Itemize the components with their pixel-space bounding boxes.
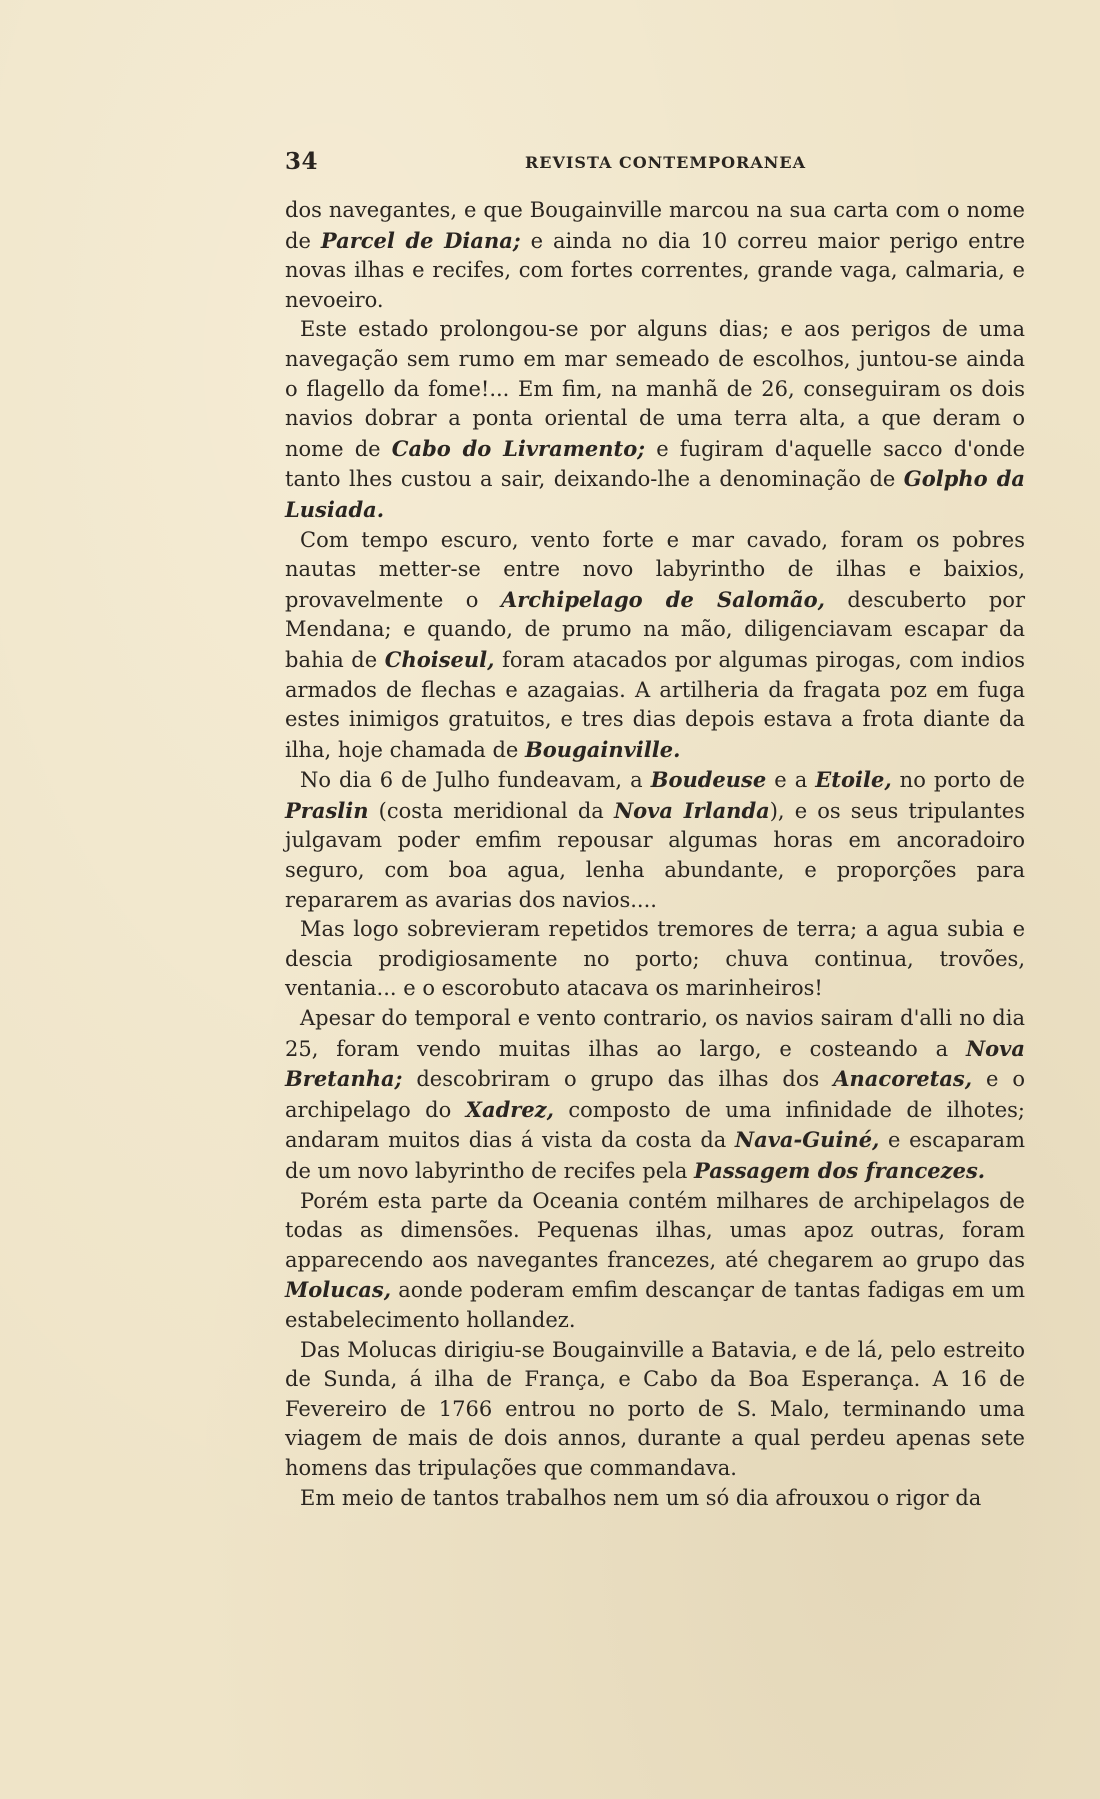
italic-place-name: Nova Bretanha; — [285, 1035, 1025, 1092]
text-run: e fugiram d'aquelle sacco d'onde tanto lhes custou a sair, deixando-lhe a denominação de — [285, 436, 1025, 492]
text-run: e ainda no dia 10 correu maior perigo entre novas ilhas e recifes, com fortes correntes, grande vaga, calmaria, e nevoeiro. — [285, 228, 1025, 312]
text-run: Em meio de tantos trabalhos nem um só dia afrouxou o rigor da — [300, 1485, 982, 1510]
paragraph-3 — [285, 526, 1025, 766]
italic-ship-name: Etoile, — [815, 767, 892, 793]
journal-title: REVISTA CONTEMPORANEA — [525, 153, 806, 172]
italic-place-name: Xadrez, — [465, 1096, 554, 1122]
text-run: Este estado prolongou-se por alguns dias; e aos perigos de uma navegação sem rumo em mar semeado de escolhos, juntou-se ainda o flagello da fome!... Em fim, na manhã de 26, conseguiram os dois navios dobrar a ponta oriental de uma terra alta, a que deram o nome de — [285, 317, 1025, 461]
paragraph-6 — [285, 1004, 1025, 1187]
paragraph-4 — [285, 765, 1025, 915]
text-run: descuberto por Mendana; e quando, de prumo na mão, diligenciavam escapar da bahia de — [285, 587, 1025, 672]
italic-place-name: Passagem dos francezes. — [694, 1158, 986, 1183]
running-head — [285, 148, 1025, 182]
text-run: dos navegantes, e que Bougainville marcou na sua carta com o nome de — [285, 198, 1025, 253]
italic-place-name: Anacoretas, — [833, 1066, 973, 1092]
italic-place-name: Praslin — [285, 797, 369, 823]
paragraph-8 — [285, 1336, 1025, 1484]
italic-place-name: Cabo do Livramento; — [391, 435, 646, 461]
text-run: descobriram o grupo das ilhas dos — [402, 1067, 834, 1092]
page-number: 34 — [285, 148, 319, 175]
text-run: e escaparam de um novo labyrintho de recifes pela — [285, 1128, 1025, 1183]
text-run: Mas logo sobrevieram repetidos tremores de terra; a agua subia e descia prodigiosamente no porto; chuva continua, trovões, ventania... e o escorobuto atacava os marinheiros! — [285, 917, 1025, 1001]
paragraph-5 — [285, 915, 1025, 1004]
italic-place-name: Choiseul, — [384, 646, 495, 672]
italic-ship-name: Boudeuse — [650, 767, 767, 793]
italic-place-name: Parcel de Diana; — [320, 227, 521, 253]
paragraph-1 — [285, 196, 1025, 315]
italic-place-name: Nova Irlanda — [613, 797, 770, 823]
text-run: e a — [766, 768, 816, 793]
italic-place-name: Bougainville. — [525, 736, 681, 762]
paragraph-9 — [285, 1484, 1025, 1514]
text-run: Com tempo escuro, vento forte e mar cavado, foram os pobres nautas metter-se entre novo labyrintho de ilhas e baixios, provavelmente o — [285, 527, 1025, 612]
text-run: (costa meridional da — [368, 798, 614, 823]
body-text — [285, 196, 1025, 1513]
italic-place-name: Golpho da Lusiada. — [285, 466, 1025, 522]
text-run: ), e os seus tripulantes julgavam poder emfim repousar algumas horas em ancoradoiro seguro, com boa agua, lenha abundante, e proporções para repararem as avarias dos navios.... — [285, 798, 1025, 912]
text-run: foram atacados por algumas pirogas, com indios armados de flechas e azagaias. A artilheria da fragata poz em fuga estes inimigos gratuitos, e tres dias depois estava a frota diante da ilha, hoje chamada de — [285, 647, 1025, 762]
italic-place-name: Molucas, — [285, 1277, 392, 1303]
text-run: Das Molucas dirigiu-se Bougainville a Batavia, e de lá, pelo estreito de Sunda, á ilha de França, e Cabo da Boa Esperança. A 16 de Fevereiro de 1766 entrou no porto de S. Malo, terminando uma viagem de mais de dois annos, durante a qual perdeu apenas sete homens das tripulações que commandava. — [285, 1337, 1025, 1480]
italic-place-name: Archipelago de Salomão, — [500, 586, 825, 612]
text-run: aonde poderam emfim descançar de tantas fadigas em um estabelecimento hollandez. — [285, 1278, 1025, 1332]
text-run: Apesar do temporal e vento contrario, os navios sairam d'alli no dia 25, foram vendo muitas ilhas ao largo, e costeando a — [285, 1006, 1025, 1061]
paragraph-2 — [285, 315, 1025, 525]
text-run: No dia 6 de Julho fundeavam, a — [300, 768, 651, 793]
text-run: e o archipelago do — [285, 1067, 1025, 1122]
text-run: no porto de — [891, 768, 1025, 793]
paragraph-7 — [285, 1187, 1025, 1336]
italic-place-name: Nava-Guiné, — [734, 1127, 880, 1153]
text-run: composto de uma infinidade de ilhotes; andaram muitos dias á vista da costa da — [285, 1097, 1025, 1153]
text-run: Porém esta parte da Oceania contém milhares de archipelagos de todas as dimensões. Pequenas ilhas, umas apoz outras, foram apparecendo aos navegantes francezes, até chegarem ao grupo das — [285, 1188, 1025, 1272]
